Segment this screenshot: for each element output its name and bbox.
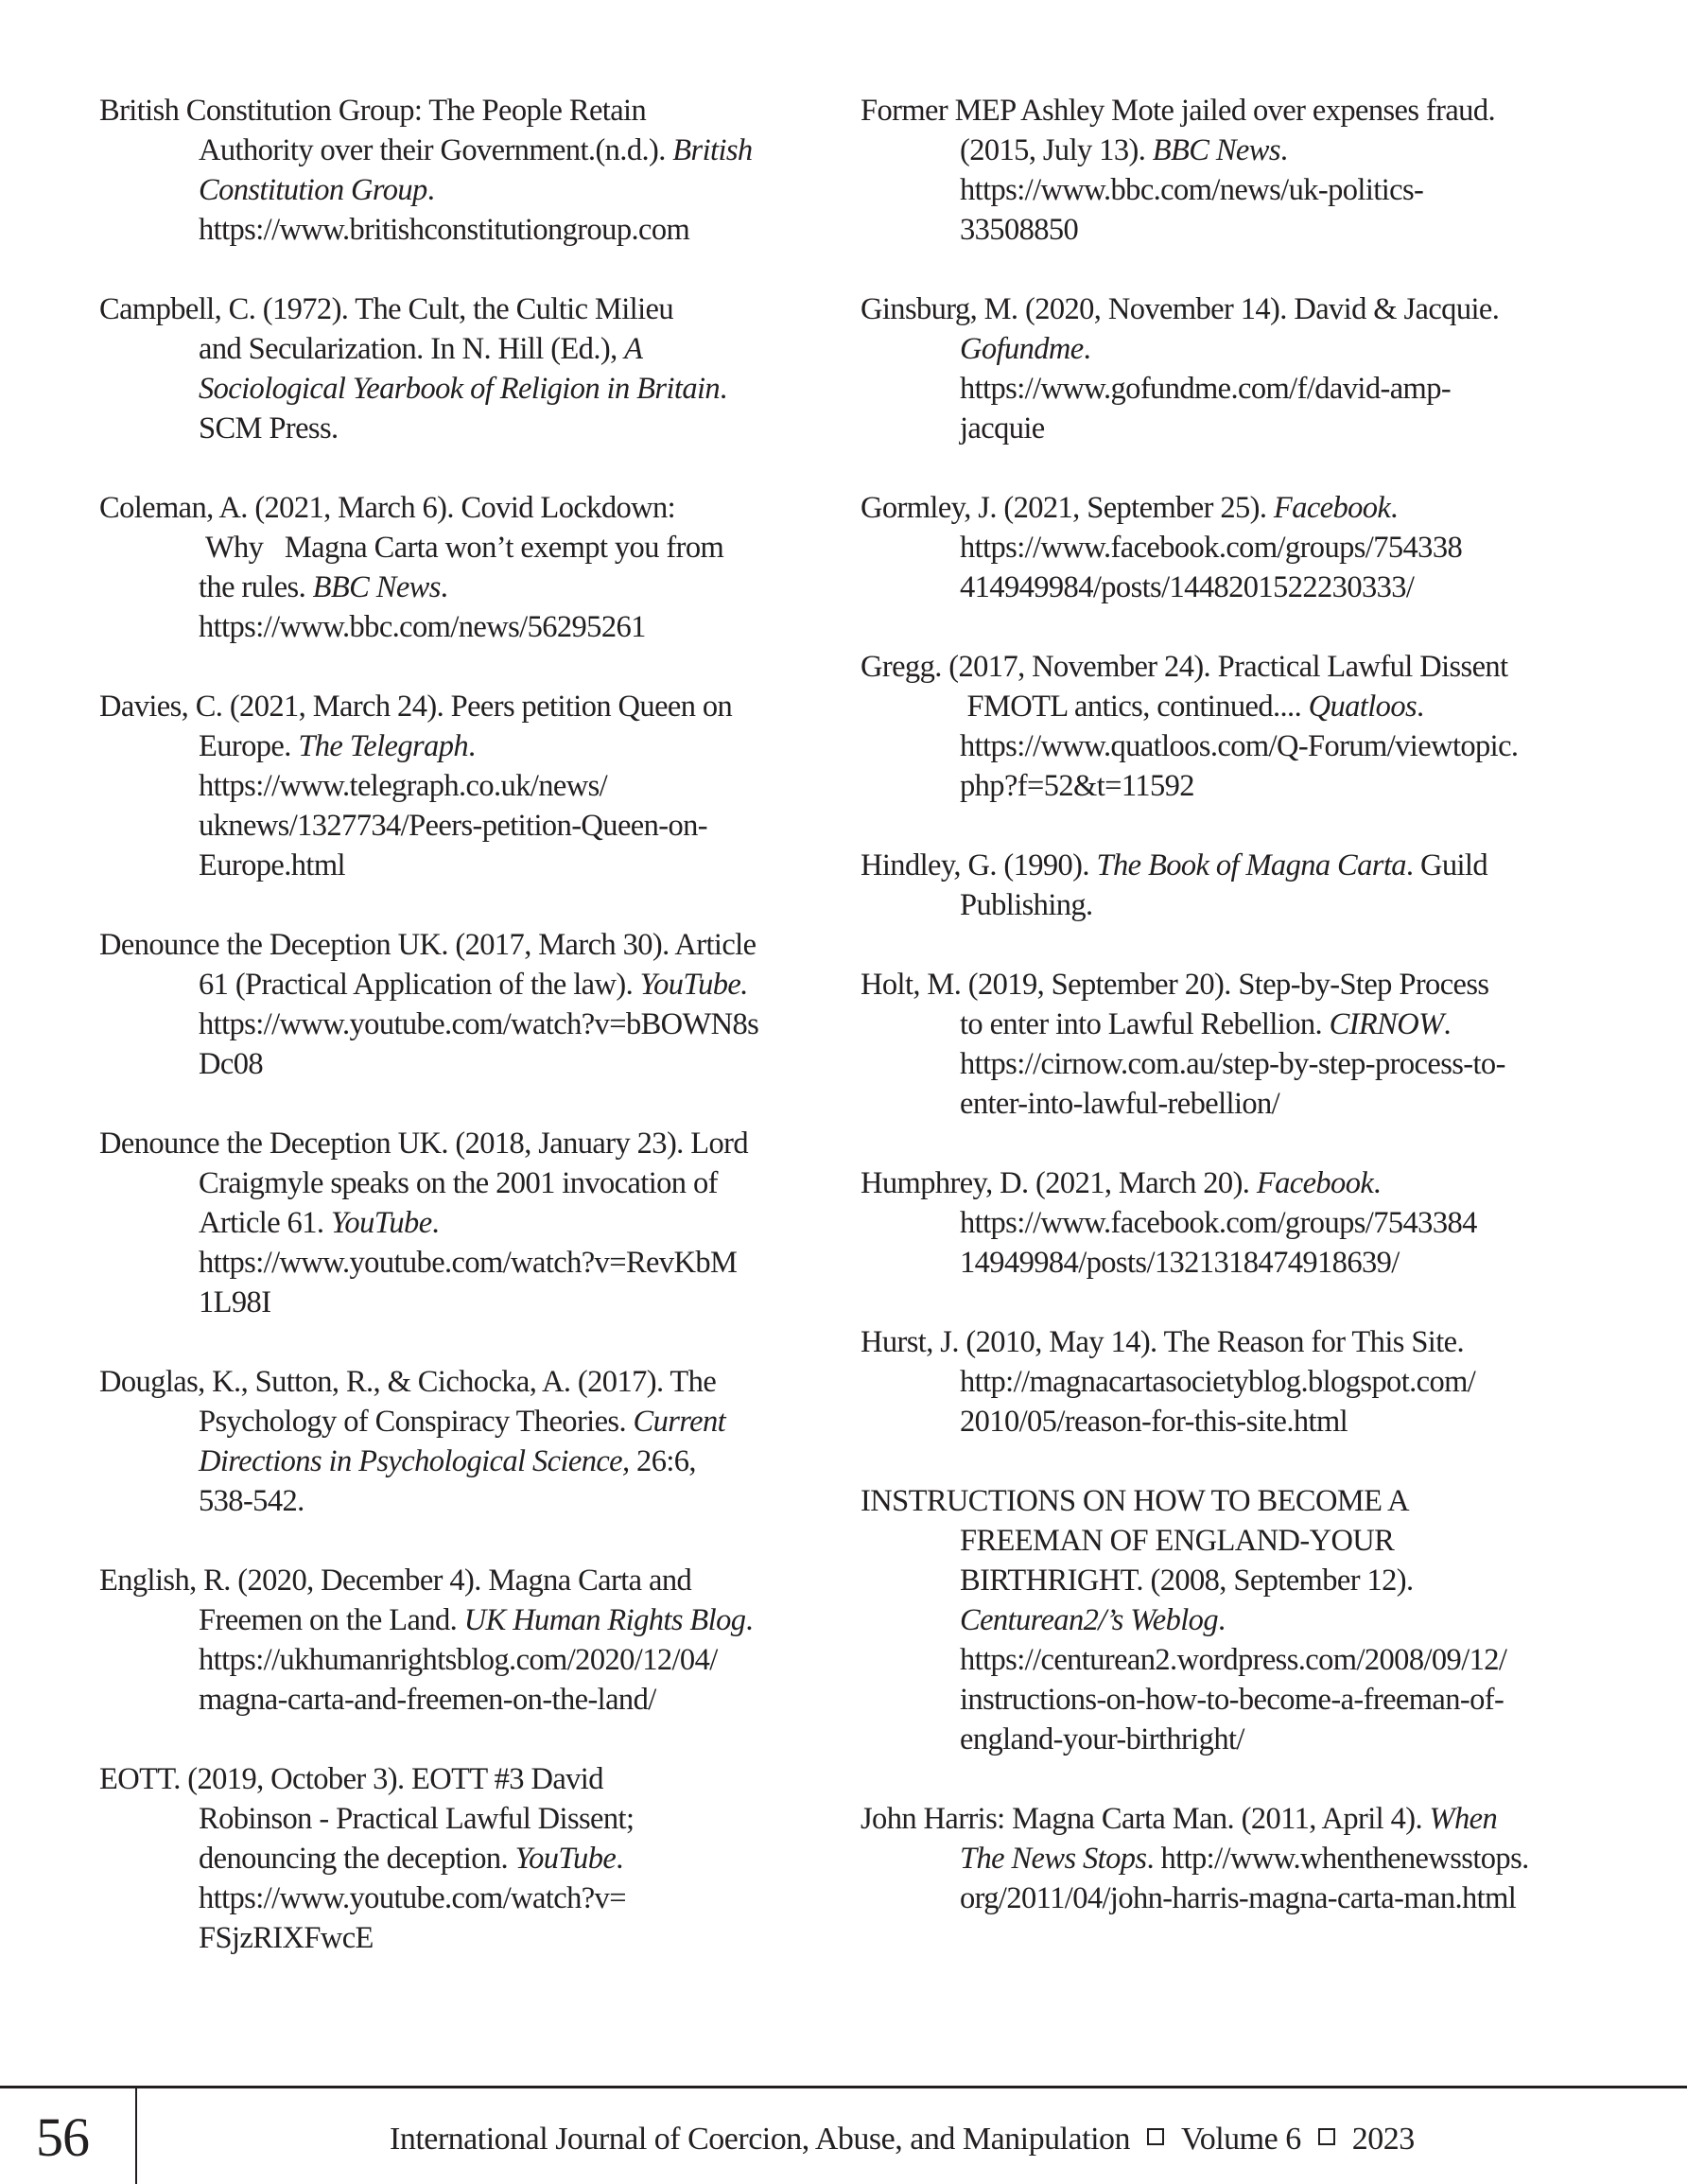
reference-line bbox=[99, 1203, 837, 1243]
reference-entry bbox=[861, 647, 1608, 806]
reference-line bbox=[99, 369, 837, 409]
reference-line bbox=[99, 846, 837, 885]
reference-text: https://www.facebook.com/groups/7543384 bbox=[960, 1206, 1477, 1240]
reference-entry bbox=[99, 1362, 837, 1521]
reference-text: https://www.facebook.com/groups/754338 bbox=[960, 531, 1463, 565]
reference-text: . bbox=[431, 1206, 440, 1240]
reference-line bbox=[99, 488, 837, 528]
reference-italic-text: Constitution Group bbox=[199, 173, 427, 207]
reference-entry bbox=[99, 488, 837, 647]
reference-line bbox=[861, 329, 1608, 369]
reference-line bbox=[861, 1839, 1608, 1878]
reference-line bbox=[861, 170, 1608, 210]
reference-text: php?f=52&t=11592 bbox=[960, 769, 1194, 803]
reference-entry bbox=[99, 1561, 837, 1720]
reference-entry bbox=[99, 1124, 837, 1322]
reference-text: instructions-on-how-to-become-a-freeman-of- bbox=[960, 1683, 1504, 1717]
reference-line bbox=[99, 1163, 837, 1203]
reference-italic-text: The Book of Magna Carta bbox=[1096, 848, 1406, 882]
reference-text: 538-542. bbox=[199, 1484, 304, 1518]
reference-line bbox=[861, 1163, 1608, 1203]
reference-line bbox=[861, 409, 1608, 448]
reference-text: 1L98I bbox=[199, 1285, 271, 1319]
reference-italic-text: YouTube bbox=[514, 1842, 617, 1876]
reference-text: Europe. bbox=[199, 729, 299, 763]
reference-line bbox=[99, 1283, 837, 1322]
reference-text: . bbox=[1417, 690, 1424, 724]
reference-text: Robinson - Practical Lawful Dissent; bbox=[199, 1802, 635, 1836]
reference-text: 33508850 bbox=[960, 213, 1079, 247]
reference-italic-text: UK Human Rights Blog bbox=[463, 1603, 746, 1637]
reference-line bbox=[861, 1402, 1608, 1441]
reference-text: Dc08 bbox=[199, 1047, 263, 1081]
reference-line bbox=[99, 806, 837, 846]
reference-text: British Constitution Group: The People Retain bbox=[99, 94, 647, 128]
reference-line bbox=[861, 1521, 1608, 1561]
reference-text: denouncing the deception. bbox=[199, 1842, 515, 1876]
reference-text: . bbox=[440, 570, 448, 604]
reference-italic-text: CIRNOW bbox=[1329, 1007, 1444, 1041]
reference-line bbox=[861, 1005, 1608, 1044]
reference-line bbox=[861, 1362, 1608, 1402]
reference-italic-text: Centurean2/’s Weblog bbox=[960, 1603, 1218, 1637]
reference-line bbox=[99, 607, 837, 647]
reference-entry bbox=[861, 965, 1608, 1124]
reference-line bbox=[99, 687, 837, 726]
reference-text: https://www.youtube.com/watch?v=bBOWN8s bbox=[199, 1007, 759, 1041]
reference-italic-text: BBC News bbox=[1152, 133, 1280, 167]
reference-line bbox=[861, 1640, 1608, 1680]
reference-line bbox=[99, 965, 837, 1005]
reference-text: https://www.youtube.com/watch?v=RevKbM bbox=[199, 1246, 738, 1280]
reference-text: Authority over their Government.(n.d.). bbox=[199, 133, 673, 167]
separator-square-icon bbox=[1147, 2128, 1164, 2145]
reference-entry bbox=[861, 1163, 1608, 1283]
reference-text: https://centurean2.wordpress.com/2008/09/12/ bbox=[960, 1643, 1507, 1677]
reference-text: and Secularization. In N. Hill (Ed.), bbox=[199, 332, 625, 366]
reference-line bbox=[861, 1044, 1608, 1084]
reference-italic-text: The News Stops bbox=[960, 1842, 1147, 1876]
reference-text: Europe.html bbox=[199, 848, 345, 882]
reference-line bbox=[99, 1243, 837, 1283]
reference-line bbox=[99, 1640, 837, 1680]
reference-text: . bbox=[1373, 1166, 1381, 1200]
reference-text: Publishing. bbox=[960, 888, 1093, 922]
footer-divider bbox=[135, 2088, 137, 2184]
reference-text: to enter into Lawful Rebellion. bbox=[960, 1007, 1330, 1041]
reference-italic-text: Current bbox=[633, 1405, 726, 1439]
reference-text: 2010/05/reason-for-this-site.html bbox=[960, 1405, 1348, 1439]
reference-text: Davies, C. (2021, March 24). Peers petition Queen on bbox=[99, 690, 733, 724]
reference-text: . bbox=[1083, 332, 1091, 366]
reference-line bbox=[861, 1600, 1608, 1640]
reference-text: SCM Press. bbox=[199, 411, 339, 446]
reference-line bbox=[99, 766, 837, 806]
reference-line bbox=[861, 210, 1608, 250]
reference-entry bbox=[861, 91, 1608, 250]
reference-italic-text: YouTube bbox=[330, 1206, 432, 1240]
volume-label: Volume 6 bbox=[1181, 2122, 1301, 2157]
reference-line bbox=[861, 1680, 1608, 1720]
reference-line bbox=[861, 1084, 1608, 1124]
reference-italic-text: Quatloos bbox=[1308, 690, 1417, 724]
reference-entry bbox=[99, 289, 837, 448]
reference-text: Denounce the Deception UK. (2018, January 23). Lord bbox=[99, 1127, 748, 1161]
reference-line bbox=[861, 965, 1608, 1005]
reference-line bbox=[861, 488, 1608, 528]
reference-line bbox=[861, 766, 1608, 806]
reference-text: https://www.telegraph.co.uk/news/ bbox=[199, 769, 608, 803]
reference-line bbox=[99, 1759, 837, 1799]
reference-text: FSjzRIXFwcE bbox=[199, 1921, 374, 1955]
reference-text: Why Magna Carta won’t exempt you from bbox=[199, 531, 724, 565]
reference-text: https://www.britishconstitutiongroup.com bbox=[199, 213, 690, 247]
reference-text: . bbox=[468, 729, 476, 763]
reference-text: 61 (Practical Application of the law). bbox=[199, 968, 640, 1002]
reference-line bbox=[99, 289, 837, 329]
reference-text: Article 61. bbox=[199, 1206, 331, 1240]
reference-text: EOTT. (2019, October 3). EOTT #3 David bbox=[99, 1762, 603, 1796]
reference-line bbox=[99, 1799, 837, 1839]
reference-line bbox=[99, 91, 837, 131]
reference-italic-text: Directions in Psychological Science, bbox=[199, 1444, 630, 1478]
reference-line bbox=[99, 1918, 837, 1958]
reference-line bbox=[99, 329, 837, 369]
reference-text: . bbox=[1443, 1007, 1452, 1041]
reference-line bbox=[99, 210, 837, 250]
reference-line bbox=[99, 1561, 837, 1600]
reference-line bbox=[861, 687, 1608, 726]
reference-line bbox=[99, 1878, 837, 1918]
reference-text: Former MEP Ashley Mote jailed over expenses fraud. bbox=[861, 94, 1496, 128]
reference-italic-text: When bbox=[1429, 1802, 1498, 1836]
reference-italic-text: A bbox=[624, 332, 643, 366]
reference-text: John Harris: Magna Carta Man. (2011, April 4). bbox=[861, 1802, 1430, 1836]
reference-line bbox=[861, 1878, 1608, 1918]
reference-italic-text: Gofundme bbox=[960, 332, 1084, 366]
reference-text: Campbell, C. (1972). The Cult, the Cultic Milieu bbox=[99, 292, 673, 326]
reference-line bbox=[861, 1561, 1608, 1600]
reference-text: uknews/1327734/Peers-petition-Queen-on- bbox=[199, 809, 708, 843]
reference-line bbox=[99, 1600, 837, 1640]
reference-line bbox=[861, 1243, 1608, 1283]
reference-italic-text: YouTube. bbox=[639, 968, 748, 1002]
reference-entry bbox=[861, 1322, 1608, 1441]
reference-line bbox=[99, 1005, 837, 1044]
reference-italic-text: British bbox=[672, 133, 753, 167]
reference-line bbox=[861, 1481, 1608, 1521]
reference-line bbox=[99, 170, 837, 210]
reference-text: the rules. bbox=[199, 570, 313, 604]
reference-text: English, R. (2020, December 4). Magna Carta and bbox=[99, 1564, 692, 1598]
reference-entry bbox=[99, 687, 837, 885]
reference-entry bbox=[861, 289, 1608, 448]
reference-text: england-your-birthright/ bbox=[960, 1722, 1244, 1756]
reference-line bbox=[99, 1481, 837, 1521]
reference-text: Hurst, J. (2010, May 14). The Reason for This Site. bbox=[861, 1325, 1464, 1359]
reference-text: Hindley, G. (1990). bbox=[861, 848, 1097, 882]
reference-line bbox=[99, 528, 837, 568]
reference-entry bbox=[99, 925, 837, 1084]
reference-entry bbox=[861, 488, 1608, 607]
reference-entry bbox=[99, 1759, 837, 1958]
reference-line bbox=[99, 409, 837, 448]
running-footer bbox=[390, 2119, 1415, 2160]
references-column-left bbox=[99, 91, 837, 1998]
reference-italic-text: Facebook bbox=[1273, 491, 1391, 525]
reference-text: Craigmyle speaks on the 2001 invocation of bbox=[199, 1166, 718, 1200]
reference-text: . bbox=[1279, 133, 1288, 167]
reference-text: . bbox=[616, 1842, 623, 1876]
reference-line bbox=[99, 925, 837, 965]
reference-entry bbox=[861, 846, 1608, 925]
reference-text: Douglas, K., Sutton, R., & Cichocka, A. (2017). The bbox=[99, 1365, 717, 1399]
reference-text: Denounce the Deception UK. (2017, March 30). Article bbox=[99, 928, 757, 962]
reference-entry bbox=[861, 1481, 1608, 1759]
reference-text: . Guild bbox=[1405, 848, 1487, 882]
reference-line bbox=[861, 846, 1608, 885]
reference-line bbox=[861, 1203, 1608, 1243]
reference-text: . bbox=[1217, 1603, 1226, 1637]
reference-text: Gormley, J. (2021, September 25). bbox=[861, 491, 1274, 525]
reference-text: https://www.bbc.com/news/56295261 bbox=[199, 610, 646, 644]
reference-line bbox=[861, 726, 1608, 766]
reference-line bbox=[99, 568, 837, 607]
reference-line bbox=[861, 647, 1608, 687]
reference-line bbox=[99, 1362, 837, 1402]
reference-line bbox=[99, 726, 837, 766]
reference-line bbox=[99, 1441, 837, 1481]
reference-text: Ginsburg, M. (2020, November 14). David & Jacquie. bbox=[861, 292, 1500, 326]
reference-italic-text: Facebook bbox=[1256, 1166, 1374, 1200]
reference-text: https://www.youtube.com/watch?v= bbox=[199, 1881, 626, 1915]
reference-text: . bbox=[745, 1603, 753, 1637]
reference-text: 26:6, bbox=[629, 1444, 696, 1478]
separator-square-icon bbox=[1318, 2128, 1335, 2145]
reference-line bbox=[861, 1322, 1608, 1362]
reference-line bbox=[861, 568, 1608, 607]
reference-text: Humphrey, D. (2021, March 20). bbox=[861, 1166, 1257, 1200]
reference-text: Coleman, A. (2021, March 6). Covid Lockdown: bbox=[99, 491, 676, 525]
reference-text: . bbox=[720, 372, 727, 406]
reference-line bbox=[861, 528, 1608, 568]
reference-text: http://magnacartasocietyblog.blogspot.com/ bbox=[960, 1365, 1476, 1399]
reference-line bbox=[99, 1402, 837, 1441]
reference-text: Holt, M. (2019, September 20). Step-by-Step Process bbox=[861, 968, 1489, 1002]
year-label: 2023 bbox=[1351, 2122, 1415, 2157]
reference-text: 14949984/posts/1321318474918639/ bbox=[960, 1246, 1400, 1280]
reference-text: Freemen on the Land. bbox=[199, 1603, 464, 1637]
reference-text: enter-into-lawful-rebellion/ bbox=[960, 1087, 1280, 1121]
reference-text: Gregg. (2017, November 24). Practical Lawful Dissent bbox=[861, 650, 1508, 684]
reference-line bbox=[861, 1720, 1608, 1759]
reference-text: https://ukhumanrightsblog.com/2020/12/04/ bbox=[199, 1643, 718, 1677]
reference-line bbox=[861, 131, 1608, 170]
reference-line bbox=[861, 91, 1608, 131]
reference-text: Psychology of Conspiracy Theories. bbox=[199, 1405, 634, 1439]
page-number: 56 bbox=[36, 2106, 89, 2168]
reference-italic-text: The Telegraph bbox=[298, 729, 469, 763]
reference-line bbox=[861, 289, 1608, 329]
reference-italic-text: Sociological Yearbook of Religion in Britain bbox=[199, 372, 721, 406]
reference-line bbox=[861, 885, 1608, 925]
reference-text: https://www.gofundme.com/f/david-amp- bbox=[960, 372, 1452, 406]
reference-italic-text: BBC News bbox=[312, 570, 441, 604]
reference-entry bbox=[99, 91, 837, 250]
reference-line bbox=[99, 1839, 837, 1878]
reference-text: . bbox=[1390, 491, 1398, 525]
reference-text: INSTRUCTIONS ON HOW TO BECOME A bbox=[861, 1484, 1409, 1518]
reference-text: https://www.bbc.com/news/uk-politics- bbox=[960, 173, 1424, 207]
reference-text: . bbox=[426, 173, 435, 207]
references-column-right bbox=[861, 91, 1608, 1958]
footer-rule bbox=[0, 2086, 1687, 2088]
reference-text: https://www.quatloos.com/Q-Forum/viewtopic. bbox=[960, 729, 1519, 763]
reference-line bbox=[99, 1044, 837, 1084]
reference-line bbox=[99, 131, 837, 170]
reference-text: (2015, July 13). bbox=[960, 133, 1153, 167]
reference-entry bbox=[861, 1799, 1608, 1918]
reference-text: BIRTHRIGHT. (2008, September 12). bbox=[960, 1564, 1414, 1598]
reference-line bbox=[861, 1799, 1608, 1839]
reference-text: FMOTL antics, continued.... bbox=[960, 690, 1309, 724]
reference-line bbox=[99, 1124, 837, 1163]
reference-text: https://cirnow.com.au/step-by-step-process-to- bbox=[960, 1047, 1505, 1081]
reference-text: magna-carta-and-freemen-on-the-land/ bbox=[199, 1683, 656, 1717]
reference-text: 414949984/posts/1448201522230333/ bbox=[960, 570, 1415, 604]
journal-title: International Journal of Coercion, Abuse, and Manipulation bbox=[390, 2122, 1131, 2157]
reference-text: jacquie bbox=[960, 411, 1045, 446]
reference-line bbox=[99, 1680, 837, 1720]
reference-text: FREEMAN OF ENGLAND-YOUR bbox=[960, 1524, 1395, 1558]
reference-text: org/2011/04/john-harris-magna-carta-man.html bbox=[960, 1881, 1517, 1915]
reference-line bbox=[861, 369, 1608, 409]
reference-text: . http://www.whenthenewsstops. bbox=[1146, 1842, 1529, 1876]
